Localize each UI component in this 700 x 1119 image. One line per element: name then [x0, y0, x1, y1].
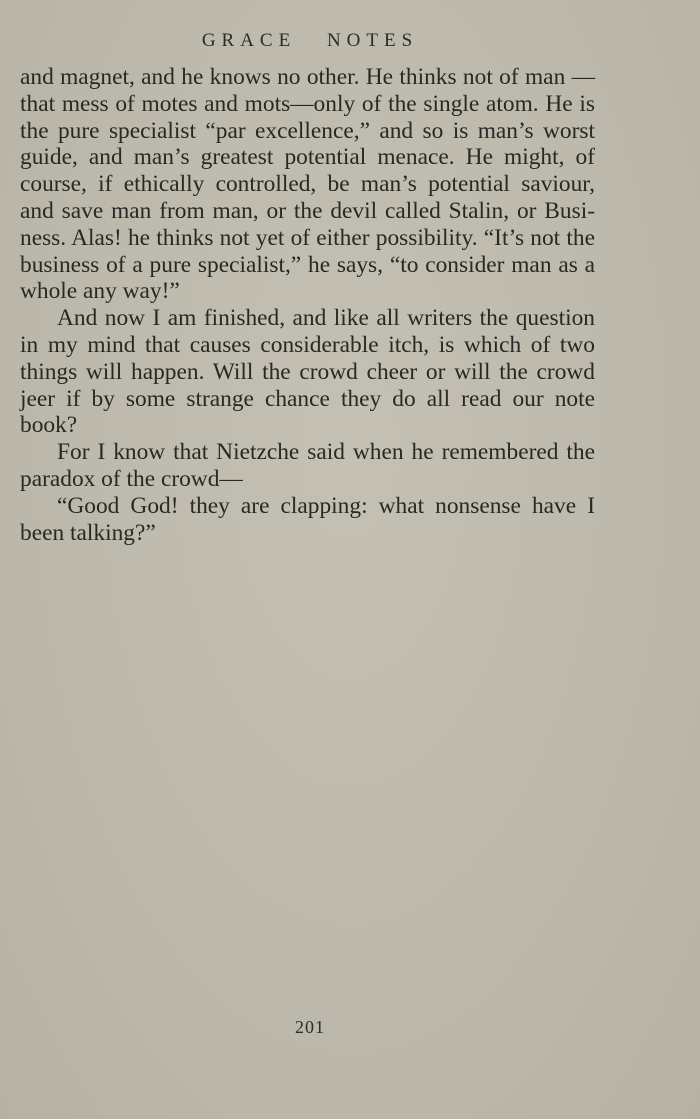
paragraph: And now I am finished, and like all writers the question in my mind that causes considerable itch, is which of two things will happen. Will the crowd cheer or will the crowd jeer if by some strange chance they do all read our note book? [20, 305, 595, 439]
page-number: 201 [295, 1017, 325, 1037]
body-text [20, 64, 595, 546]
paragraph: For I know that Nietzche said when he remembered the paradox of the crowd— [20, 439, 595, 492]
paragraph-quote: “Good God! they are clapping: what nonsense have I been talking?” [20, 492, 595, 546]
paragraph-continued: and magnet, and he knows no other. He thinks not of man —that mess of motes and mots—only of the single atom. He is the pure specialist “par excellence,” and so is man’s worst guide, and man’s greatest potential menace. He might, of course, if ethically controlled, be man’s potential saviour, and save man from man, or the devil called Stalin, or Busi- ness. Alas! he thinks not yet of either possibility. “It’s not the business of a pure specialist,” he says, “to consider man as a whole any way!” [20, 64, 595, 305]
running-head: GRACE NOTES [201, 30, 419, 51]
